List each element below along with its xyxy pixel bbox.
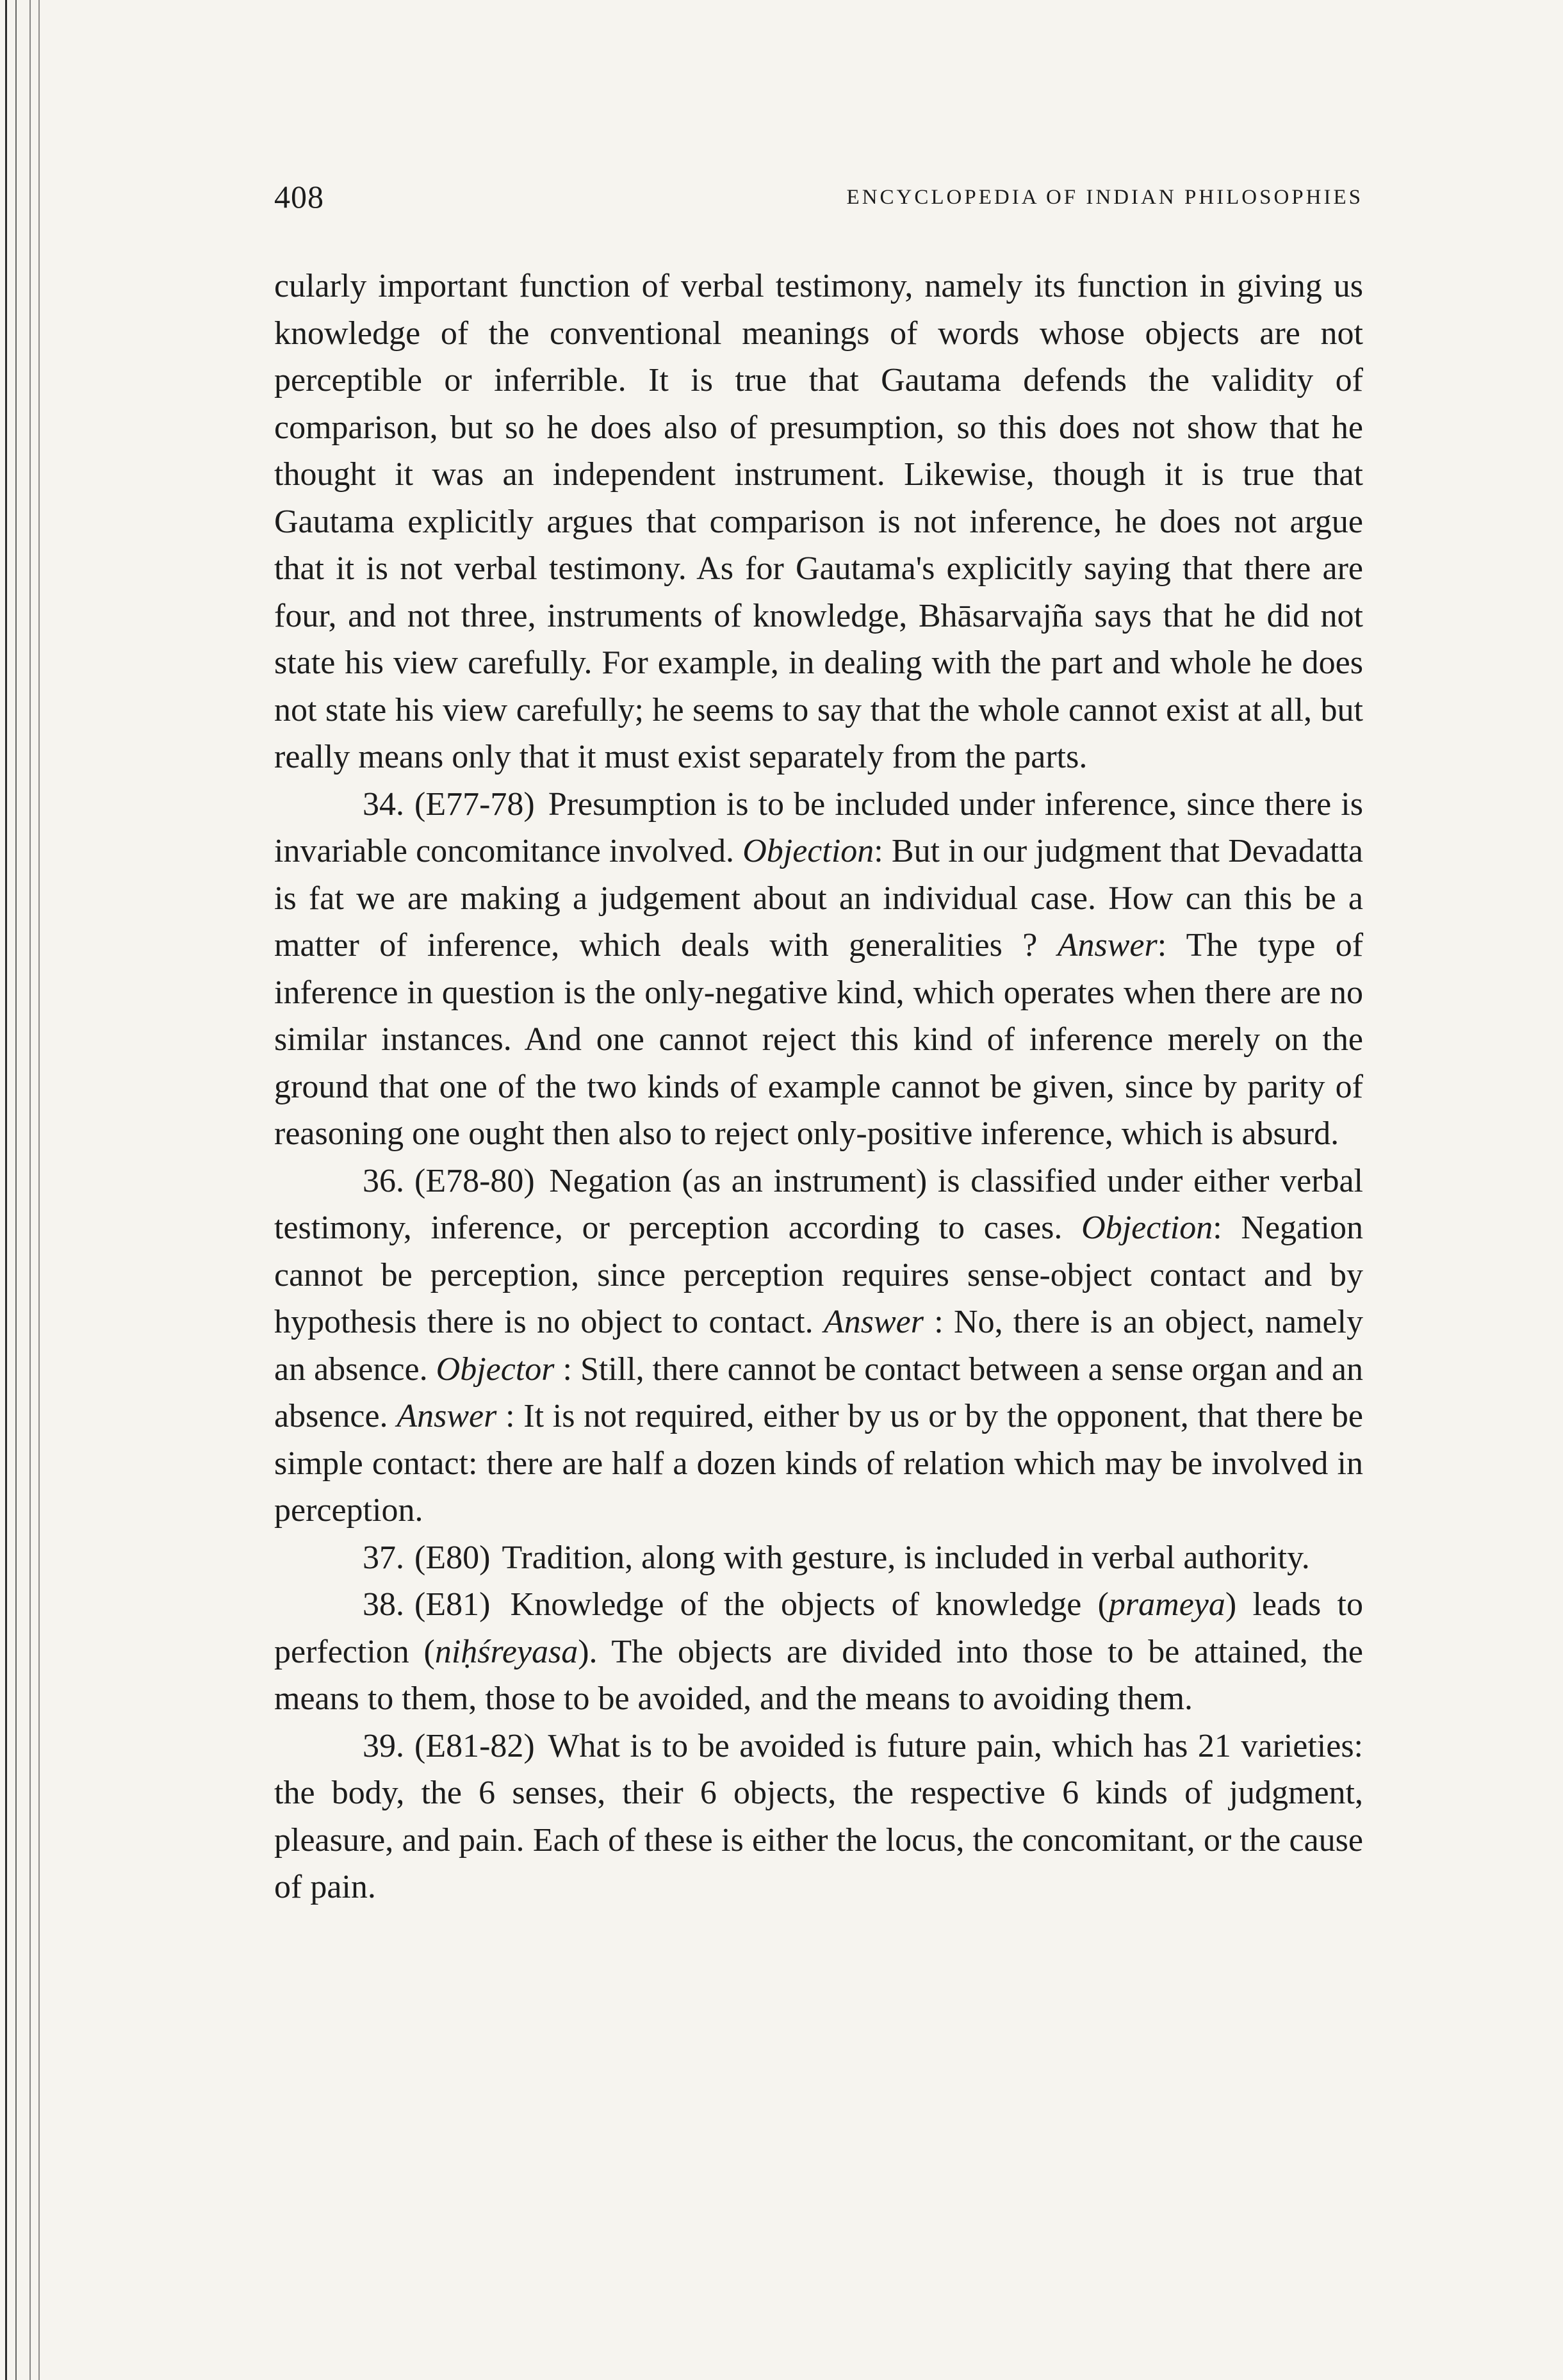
section-36 (274, 1158, 1363, 1534)
running-title: ENCYCLOPEDIA OF INDIAN PHILOSOPHIES (846, 186, 1363, 209)
edge-line (5, 0, 7, 2380)
objection-label: Objection (1081, 1210, 1213, 1246)
section-text: : Negation cannot be perception, since perception requires sense-object contact and by hypothesis there is no object to contact. (274, 1210, 1363, 1340)
section-number: 38. (363, 1586, 404, 1623)
section-text: ). The objects are divided into those to be attained, the means to them, those to be avoided, and the means to avoiding them. (274, 1633, 1363, 1717)
section-text: : It is not required, either by us or by the opponent, that there be simple contact: there are half a dozen kinds of relation which may be involved in perception. (274, 1398, 1364, 1529)
section-37 (274, 1534, 1363, 1582)
answer-label: Answer (397, 1398, 497, 1434)
edge-line (38, 0, 40, 2380)
section-text: : Still, there cannot be contact between a sense organ and an absence. (274, 1350, 1364, 1434)
section-reference: (E78-80) (414, 1162, 535, 1199)
section-text: Knowledge of the objects of knowledge ( (510, 1586, 1109, 1623)
section-reference: (E81) (414, 1586, 491, 1623)
section-reference: (E81-82) (414, 1727, 535, 1764)
sanskrit-term: prameya (1108, 1586, 1225, 1623)
answer-label: Answer (1057, 927, 1158, 964)
section-text: : No, there is an object, namely an absence. (274, 1304, 1364, 1388)
section-number: 39. (363, 1727, 404, 1764)
section-39 (274, 1723, 1363, 1911)
section-text: : The type of inference in question is the only-negative kind, which operates when there are no similar instances. And one cannot reject this kind of inference merely on the ground that one of the two kinds of example cannot be given, since by parity of reasoning one ought then also to reject only-positive inference, which is absurd. (274, 927, 1364, 1152)
section-text: ) leads to perfection ( (274, 1586, 1363, 1670)
section-number: 34. (363, 785, 404, 823)
running-head (274, 173, 1363, 224)
section-text: Presumption is to be included under inference, since there is invariable concomitance involved. (274, 785, 1363, 869)
section-reference: (E80) (414, 1539, 491, 1576)
section-text: Tradition, along with gesture, is included in verbal authority. (502, 1539, 1310, 1576)
section-text: : But in our judgment that Devadatta is fat we are making a judgement about an individual case. How can this be a matter of inference, which deals with generalities ? (274, 833, 1363, 964)
page-edge-binding (0, 0, 45, 2380)
section-reference: (E77-78) (414, 785, 535, 823)
section-text: What is to be avoided is future pain, which has 21 varieties: the body, the 6 senses, their 6 objects, the respective 6 kinds of judgment, pleasure, and pain. Each of these is either the locus, the concomitant, or the cause of pain. (274, 1727, 1364, 1905)
page-number: 408 (274, 179, 324, 215)
section-number: 37. (363, 1539, 404, 1576)
sanskrit-term: niḥśreyasa (434, 1633, 578, 1670)
edge-line (15, 0, 17, 2380)
objection-label: Objection (742, 833, 874, 869)
section-34 (274, 781, 1363, 1158)
section-38 (274, 1581, 1363, 1723)
objector-label: Objector (436, 1350, 555, 1388)
body-text (274, 263, 1363, 1911)
section-text: Negation (as an instrument) is classified under either verbal testimony, inference, or perception according to cases. (274, 1162, 1363, 1246)
answer-label: Answer (823, 1304, 924, 1340)
continuation-paragraph: cularly important function of verbal testimony, namely its function in giving us knowledge of the conventional meanings of words whose objects are not perceptible or inferrible. It is true that Gautama defends the validity of comparison, but so he does also of presumption, so this does not show that he thought it was an independent instrument. Likewise, though it is true that Gautama explicitly argues that comparison is not inference, he does not argue that it is not verbal testimony. As for Gautama's explicitly saying that there are four, and not three, instruments of knowledge, Bhāsarvajña says that he did not state his view carefully. For example, in dealing with the part and whole he does not state his view carefully; he seems to say that the whole cannot exist at all, but really means only that it must exist separately from the parts. (274, 268, 1363, 775)
edge-line (29, 0, 31, 2380)
book-page (274, 173, 1363, 1911)
section-number: 36. (363, 1162, 404, 1199)
